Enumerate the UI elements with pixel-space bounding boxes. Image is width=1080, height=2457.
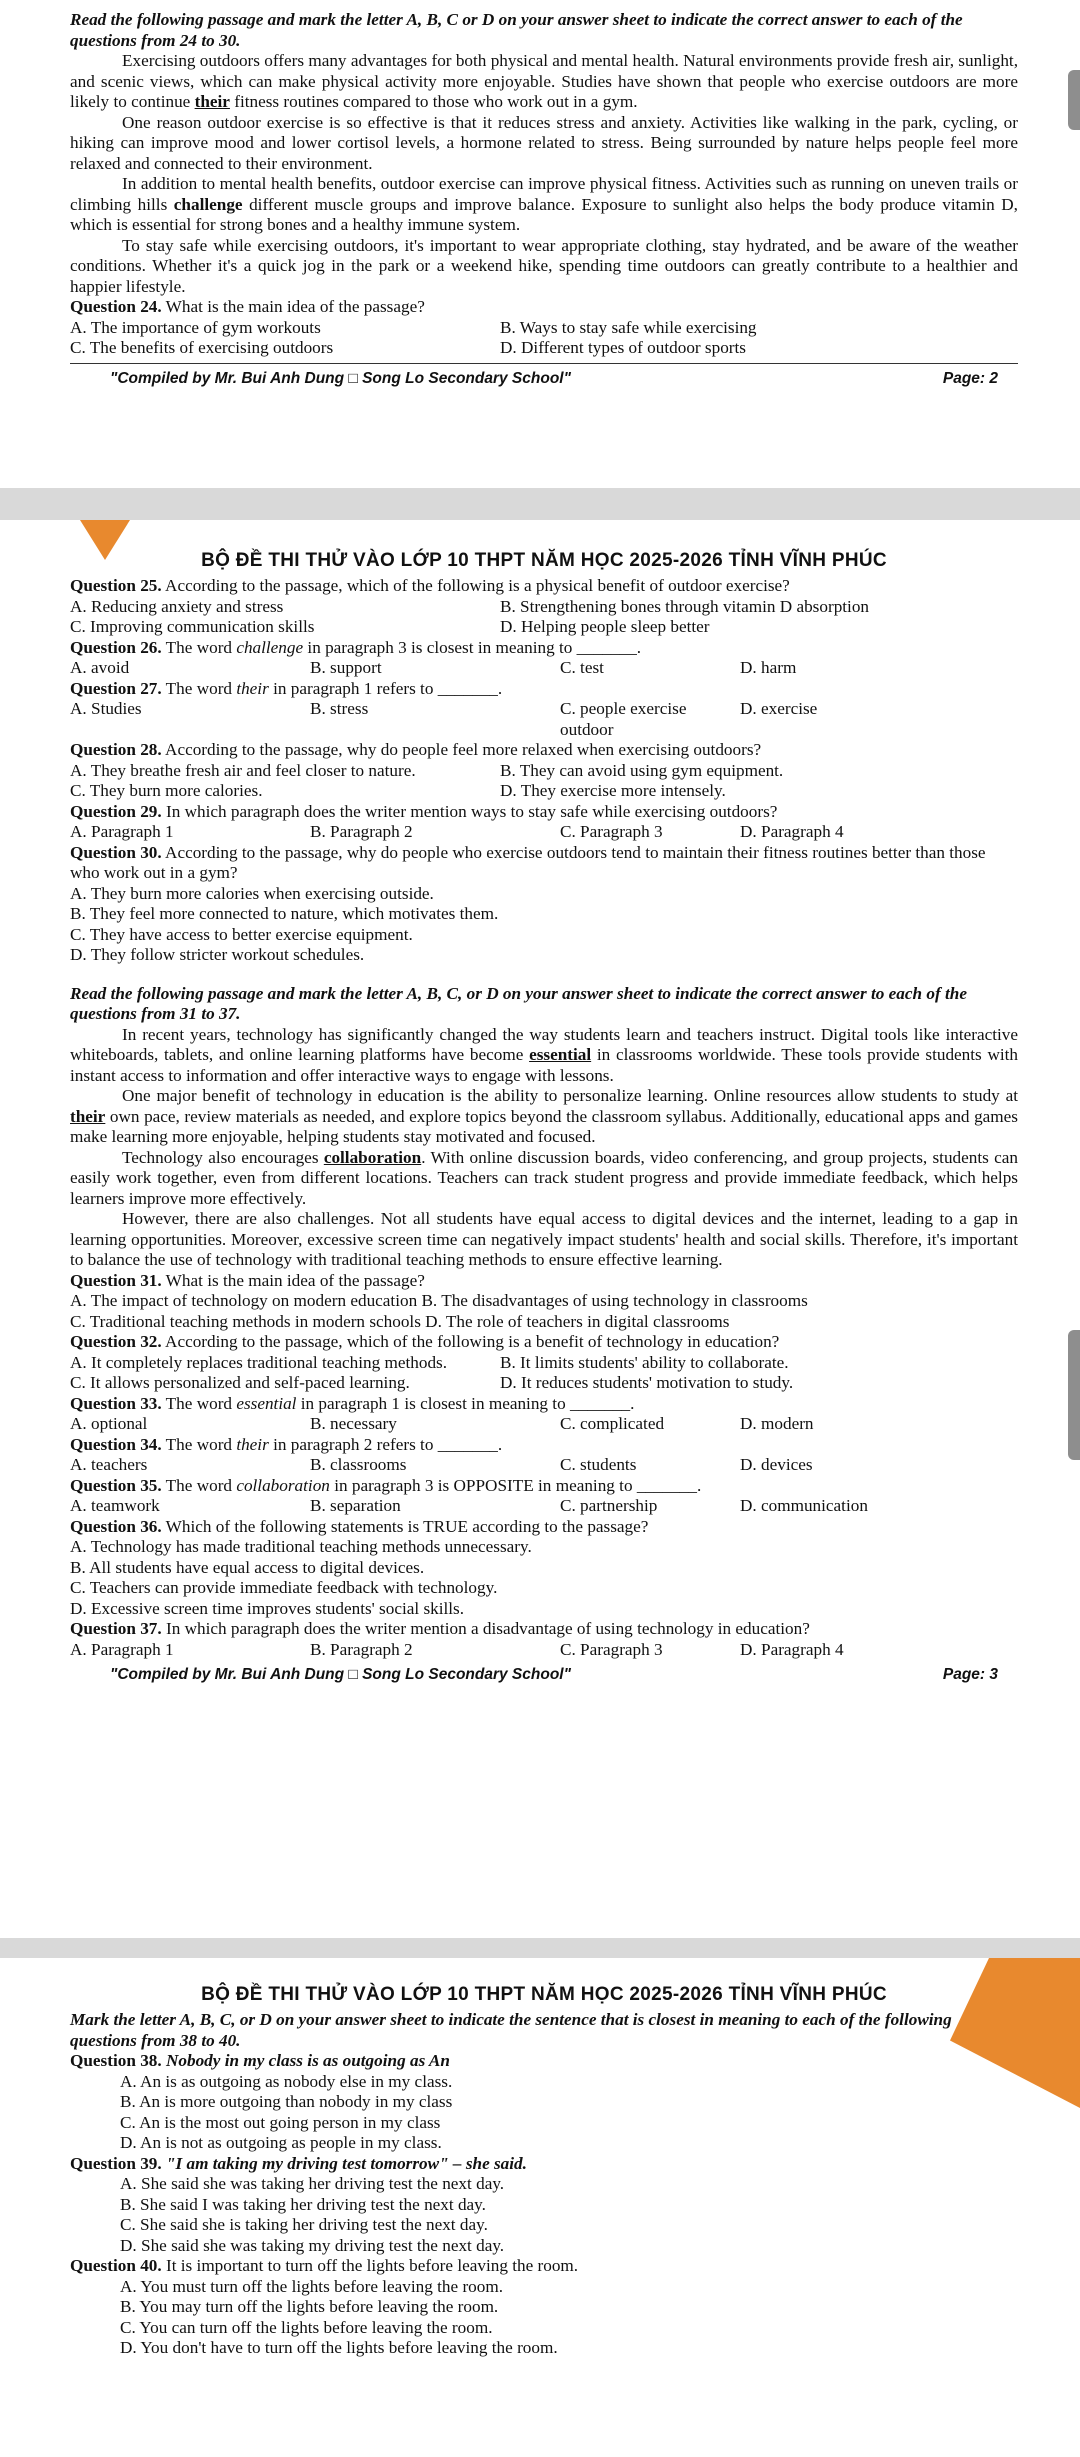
q39-option-d[interactable]: D. She said she was taking my driving test the next day. bbox=[120, 2235, 505, 2255]
q33-option-d[interactable]: D. modern bbox=[740, 1414, 814, 1433]
q30-option-b[interactable]: B. They feel more connected to nature, which motivates them. bbox=[70, 904, 499, 923]
q25-option-d[interactable]: D. Helping people sleep better bbox=[500, 617, 710, 636]
q34-options bbox=[70, 1455, 1018, 1476]
q26-option-d[interactable]: D. harm bbox=[740, 658, 797, 677]
page-gap bbox=[0, 1938, 1080, 1958]
q31-options-line-1[interactable]: A. The impact of technology on modern education B. The disadvantages of using technology in classrooms bbox=[70, 1291, 808, 1310]
q40-option-d[interactable]: D. You don't have to turn off the lights before leaving the room. bbox=[120, 2338, 558, 2357]
page-3-content bbox=[70, 550, 1018, 1684]
q28-options-row-2 bbox=[70, 781, 1018, 802]
page-4-content bbox=[70, 1984, 1018, 2359]
question-24: Question 24. What is the main idea of the passage? bbox=[70, 297, 425, 316]
q33-option-b[interactable]: B. necessary bbox=[310, 1414, 397, 1433]
page-2-content bbox=[70, 10, 1018, 388]
passage-instruction-2: Read the following passage and mark the letter A, B, C, or D on your answer sheet to indicate the correct answer to each of the questions from 31 to 37. bbox=[70, 983, 967, 1023]
q35-options bbox=[70, 1496, 1018, 1517]
q33-option-c[interactable]: C. complicated bbox=[560, 1414, 665, 1433]
q32-option-a[interactable]: A. It completely replaces traditional teaching methods. bbox=[70, 1352, 448, 1372]
q39-option-c[interactable]: C. She said she is taking her driving test the next day. bbox=[120, 2215, 488, 2234]
q38-option-a[interactable]: A. An is as outgoing as nobody else in my class. bbox=[120, 2071, 453, 2091]
q29-options bbox=[70, 822, 1018, 843]
q28-option-c[interactable]: C. They burn more calories. bbox=[70, 781, 263, 800]
q25-options-row-2 bbox=[70, 617, 1018, 638]
underlined-word: their bbox=[70, 1106, 106, 1126]
q28-option-b[interactable]: B. They can avoid using gym equipment. bbox=[500, 760, 784, 780]
q29-option-c[interactable]: C. Paragraph 3 bbox=[560, 822, 663, 841]
page-footer bbox=[70, 1666, 1018, 1684]
passage-paragraph-4: To stay safe while exercising outdoors, it's important to wear appropriate clothing, stay hydrated, and be aware of the weather conditions. Whether it's a quick jog in the park or a weekend hike, spending time outdoors can greatly contribute to a healthier and happier lifestyle. bbox=[70, 235, 1018, 296]
q27-option-b[interactable]: B. stress bbox=[310, 699, 369, 718]
q35-option-d[interactable]: D. communication bbox=[740, 1496, 868, 1515]
q40-option-c[interactable]: C. You can turn off the lights before leaving the room. bbox=[120, 2317, 493, 2337]
q37-option-a[interactable]: A. Paragraph 1 bbox=[70, 1639, 174, 1659]
question-29: Question 29. In which paragraph does the writer mention ways to stay safe while exercising outdoors? bbox=[70, 801, 778, 821]
q33-options bbox=[70, 1414, 1018, 1435]
q36-option-d[interactable]: D. Excessive screen time improves students' social skills. bbox=[70, 1598, 465, 1618]
passage-instruction: Read the following passage and mark the letter A, B, C or D on your answer sheet to indicate the correct answer to each of the questions from 24 to 30. bbox=[70, 10, 963, 50]
q25-option-a[interactable]: A. Reducing anxiety and stress bbox=[70, 596, 284, 616]
q26-option-b[interactable]: B. support bbox=[310, 658, 382, 677]
section-instruction: Mark the letter A, B, C, or D on your answer sheet to indicate the sentence that is closest in meaning to each of the following questions from 38 to 40. bbox=[70, 2010, 952, 2050]
underlined-word: their bbox=[194, 92, 230, 111]
q33-option-a[interactable]: A. optional bbox=[70, 1414, 148, 1433]
question-36: Question 36. Which of the following statements is TRUE according to the passage? bbox=[70, 1516, 649, 1536]
q30-option-c[interactable]: C. They have access to better exercise equipment. bbox=[70, 924, 413, 944]
question-31: Question 31. What is the main idea of the passage? bbox=[70, 1270, 425, 1290]
q38-option-b[interactable]: B. An is more outgoing than nobody in my class bbox=[120, 2092, 453, 2111]
q34-option-b[interactable]: B. classrooms bbox=[310, 1455, 407, 1474]
q30-option-d[interactable]: D. They follow stricter workout schedules. bbox=[70, 945, 365, 964]
q34-option-c[interactable]: C. students bbox=[560, 1455, 637, 1474]
q40-option-b[interactable]: B. You may turn off the lights before leaving the room. bbox=[120, 2297, 499, 2316]
question-34: Question 34. The word their in paragraph 2 refers to _______. bbox=[70, 1434, 503, 1454]
q24-option-a[interactable]: A. The importance of gym workouts bbox=[70, 317, 321, 337]
q36-option-b[interactable]: B. All students have equal access to digital devices. bbox=[70, 1557, 425, 1577]
q26-option-c[interactable]: C. test bbox=[560, 658, 604, 677]
q27-option-a[interactable]: A. Studies bbox=[70, 699, 142, 718]
q38-option-d[interactable]: D. An is not as outgoing as people in my class. bbox=[120, 2133, 442, 2152]
q37-options bbox=[70, 1640, 1018, 1661]
q35-option-a[interactable]: A. teamwork bbox=[70, 1496, 160, 1515]
question-35: Question 35. The word collaboration in paragraph 3 is OPPOSITE in meaning to _______. bbox=[70, 1475, 702, 1495]
question-37: Question 37. In which paragraph does the writer mention a disadvantage of using technology in education? bbox=[70, 1619, 810, 1638]
q32-option-d[interactable]: D. It reduces students' motivation to study. bbox=[500, 1373, 794, 1392]
q24-option-c[interactable]: C. The benefits of exercising outdoors bbox=[70, 338, 334, 357]
question-28: Question 28. According to the passage, why do people feel more relaxed when exercising outdoors? bbox=[70, 740, 762, 759]
q24-options-row-1 bbox=[70, 318, 1018, 339]
q29-option-d[interactable]: D. Paragraph 4 bbox=[740, 822, 844, 841]
page-number: Page: 3 bbox=[942, 1666, 998, 1683]
question-38: Question 38. Nobody in my class is as outgoing as An bbox=[70, 2051, 450, 2070]
q35-option-b[interactable]: B. separation bbox=[310, 1496, 401, 1515]
page-footer bbox=[70, 370, 1018, 388]
question-32: Question 32. According to the passage, which of the following is a benefit of technology in education? bbox=[70, 1332, 780, 1351]
q25-option-b[interactable]: B. Strengthening bones through vitamin D absorption bbox=[500, 596, 870, 616]
q27-options bbox=[70, 699, 1018, 740]
q30-option-a[interactable]: A. They burn more calories when exercising outside. bbox=[70, 883, 434, 903]
passage-paragraph-3: In addition to mental health benefits, outdoor exercise can improve physical fitness. Activities such as running on uneven trails or climbing hills challenge different muscle groups and improve balance. Exposure to sunlight also helps the body produce vitamin D, which is essential for strong bones and a healthy immune system. bbox=[70, 174, 1018, 234]
q24-option-d[interactable]: D. Different types of outdoor sports bbox=[500, 338, 746, 357]
q40-option-a[interactable]: A. You must turn off the lights before leaving the room. bbox=[120, 2276, 504, 2296]
footer-credit: "Compiled by Mr. Bui Anh Dung □ Song Lo Secondary School" bbox=[110, 369, 571, 387]
passage2-paragraph-4: However, there are also challenges. Not all students have equal access to digital devices and the internet, leading to a gap in learning opportunities. Moreover, excessive screen time can negatively impact students' health and social skills. Therefore, it's important to balance the use of technology with traditional teaching methods to ensure effective learning. bbox=[70, 1209, 1018, 1269]
passage2-paragraph-1: In recent years, technology has significantly changed the way students learn and teachers instruct. Digital tools like interactive whiteboards, tablets, and online learning platforms have become essential in classrooms worldwide. These tools provide students with instant access to information and offer interactive ways to engage with lessons. bbox=[70, 1024, 1018, 1085]
exam-header: BỘ ĐỀ THI THỬ VÀO LỚP 10 THPT NĂM HỌC 2025-2026 TỈNH VĨNH PHÚC bbox=[201, 550, 887, 571]
q25-options-row-1 bbox=[70, 597, 1018, 618]
q24-options-row-2 bbox=[70, 338, 1018, 359]
q26-option-a[interactable]: A. avoid bbox=[70, 658, 130, 677]
q38-option-c[interactable]: C. An is the most out going person in my class bbox=[120, 2112, 441, 2132]
page-4 bbox=[0, 1958, 1080, 2457]
q37-option-c[interactable]: C. Paragraph 3 bbox=[560, 1639, 663, 1659]
q27-option-c[interactable]: C. people exercise outdoor bbox=[560, 699, 687, 739]
footer-divider bbox=[70, 363, 1018, 364]
q34-option-a[interactable]: A. teachers bbox=[70, 1455, 148, 1474]
page-2 bbox=[0, 0, 1080, 488]
q26-options bbox=[70, 658, 1018, 679]
bold-word: challenge bbox=[173, 194, 243, 214]
page-3 bbox=[0, 520, 1080, 1938]
question-33: Question 33. The word essential in paragraph 1 is closest in meaning to _______. bbox=[70, 1393, 635, 1413]
passage2-paragraph-2: One major benefit of technology in education is the ability to personalize learning. Online resources allow students to study at their own pace, review materials as needed, and explore topics beyond the classroom syllabus. Additionally, educational apps and games make learning more enjoyable, helping students stay motivated and focused. bbox=[70, 1086, 1018, 1146]
q28-options-row-1 bbox=[70, 761, 1018, 782]
passage-paragraph-2: One reason outdoor exercise is so effective is that it reduces stress and anxiety. Activities like walking in the park, cycling, or hiking can improve mood and lower cortisol levels, a hormone related to stress. Being surrounded by nature helps people feel more relaxed and connected to their environment. bbox=[70, 112, 1018, 173]
question-39: Question 39. "I am taking my driving test tomorrow" – she said. bbox=[70, 2153, 527, 2173]
question-30: Question 30. According to the passage, why do people who exercise outdoors tend to maintain their fitness routines better than those who work out in a gym? bbox=[70, 842, 986, 882]
q28-option-a[interactable]: A. They breathe fresh air and feel closer to nature. bbox=[70, 760, 416, 780]
q27-option-d[interactable]: D. exercise bbox=[740, 699, 818, 718]
footer-credit: "Compiled by Mr. Bui Anh Dung □ Song Lo Secondary School" bbox=[110, 1666, 571, 1683]
q29-option-b[interactable]: B. Paragraph 2 bbox=[310, 822, 413, 841]
passage-paragraph-1: Exercising outdoors offers many advantages for both physical and mental health. Natural environments provide fresh air, sunlight, and scenic views, which can make physical activity more enjoyable. Studies have shown that people who exercise outdoors are more likely to continue their fitness routines compared to those who work out in a gym. bbox=[70, 51, 1018, 111]
q31-options-line-2[interactable]: C. Traditional teaching methods in modern schools D. The role of teachers in digital classrooms bbox=[70, 1311, 730, 1331]
page-number: Page: 2 bbox=[942, 369, 998, 387]
passage2-paragraph-3: Technology also encourages collaboration. With online discussion boards, video conferencing, and group projects, students can easily work together, even from different locations. Teachers can track student progress and provide immediate feedback, which helps learners improve more effectively. bbox=[70, 1147, 1018, 1208]
exam-header: BỘ ĐỀ THI THỬ VÀO LỚP 10 THPT NĂM HỌC 2025-2026 TỈNH VĨNH PHÚC bbox=[201, 1984, 887, 2005]
q32-options-row-2 bbox=[70, 1373, 1018, 1394]
underlined-word: collaboration bbox=[323, 1147, 422, 1167]
question-40: Question 40. It is important to turn off the lights before leaving the room. bbox=[70, 2256, 579, 2275]
q32-options-row-1 bbox=[70, 1353, 1018, 1374]
q37-option-b[interactable]: B. Paragraph 2 bbox=[310, 1639, 413, 1659]
question-26: Question 26. The word challenge in paragraph 3 is closest in meaning to _______. bbox=[70, 637, 642, 657]
q35-option-c[interactable]: C. partnership bbox=[560, 1496, 658, 1515]
q39-option-a[interactable]: A. She said she was taking her driving test the next day. bbox=[120, 2174, 505, 2193]
scroll-tab[interactable] bbox=[1068, 70, 1080, 130]
q24-option-b[interactable]: B. Ways to stay safe while exercising bbox=[500, 317, 757, 337]
q36-option-c[interactable]: C. Teachers can provide immediate feedback with technology. bbox=[70, 1578, 498, 1597]
underlined-word: essential bbox=[529, 1045, 592, 1064]
q25-option-c[interactable]: C. Improving communication skills bbox=[70, 617, 315, 636]
q34-option-d[interactable]: D. devices bbox=[740, 1455, 813, 1474]
page-gap bbox=[0, 488, 1080, 520]
q28-option-d[interactable]: D. They exercise more intensely. bbox=[500, 781, 726, 800]
q32-option-b[interactable]: B. It limits students' ability to collaborate. bbox=[500, 1352, 789, 1372]
q32-option-c[interactable]: C. It allows personalized and self-paced learning. bbox=[70, 1373, 410, 1392]
question-27: Question 27. The word their in paragraph 1 refers to _______. bbox=[70, 678, 503, 698]
scroll-tab[interactable] bbox=[1068, 1330, 1080, 1460]
q29-option-a[interactable]: A. Paragraph 1 bbox=[70, 822, 174, 841]
question-25: Question 25. According to the passage, which of the following is a physical benefit of outdoor exercise? bbox=[70, 576, 790, 595]
q39-option-b[interactable]: B. She said I was taking her driving test the next day. bbox=[120, 2194, 486, 2214]
q36-option-a[interactable]: A. Technology has made traditional teaching methods unnecessary. bbox=[70, 1537, 532, 1556]
q37-option-d[interactable]: D. Paragraph 4 bbox=[740, 1639, 844, 1659]
